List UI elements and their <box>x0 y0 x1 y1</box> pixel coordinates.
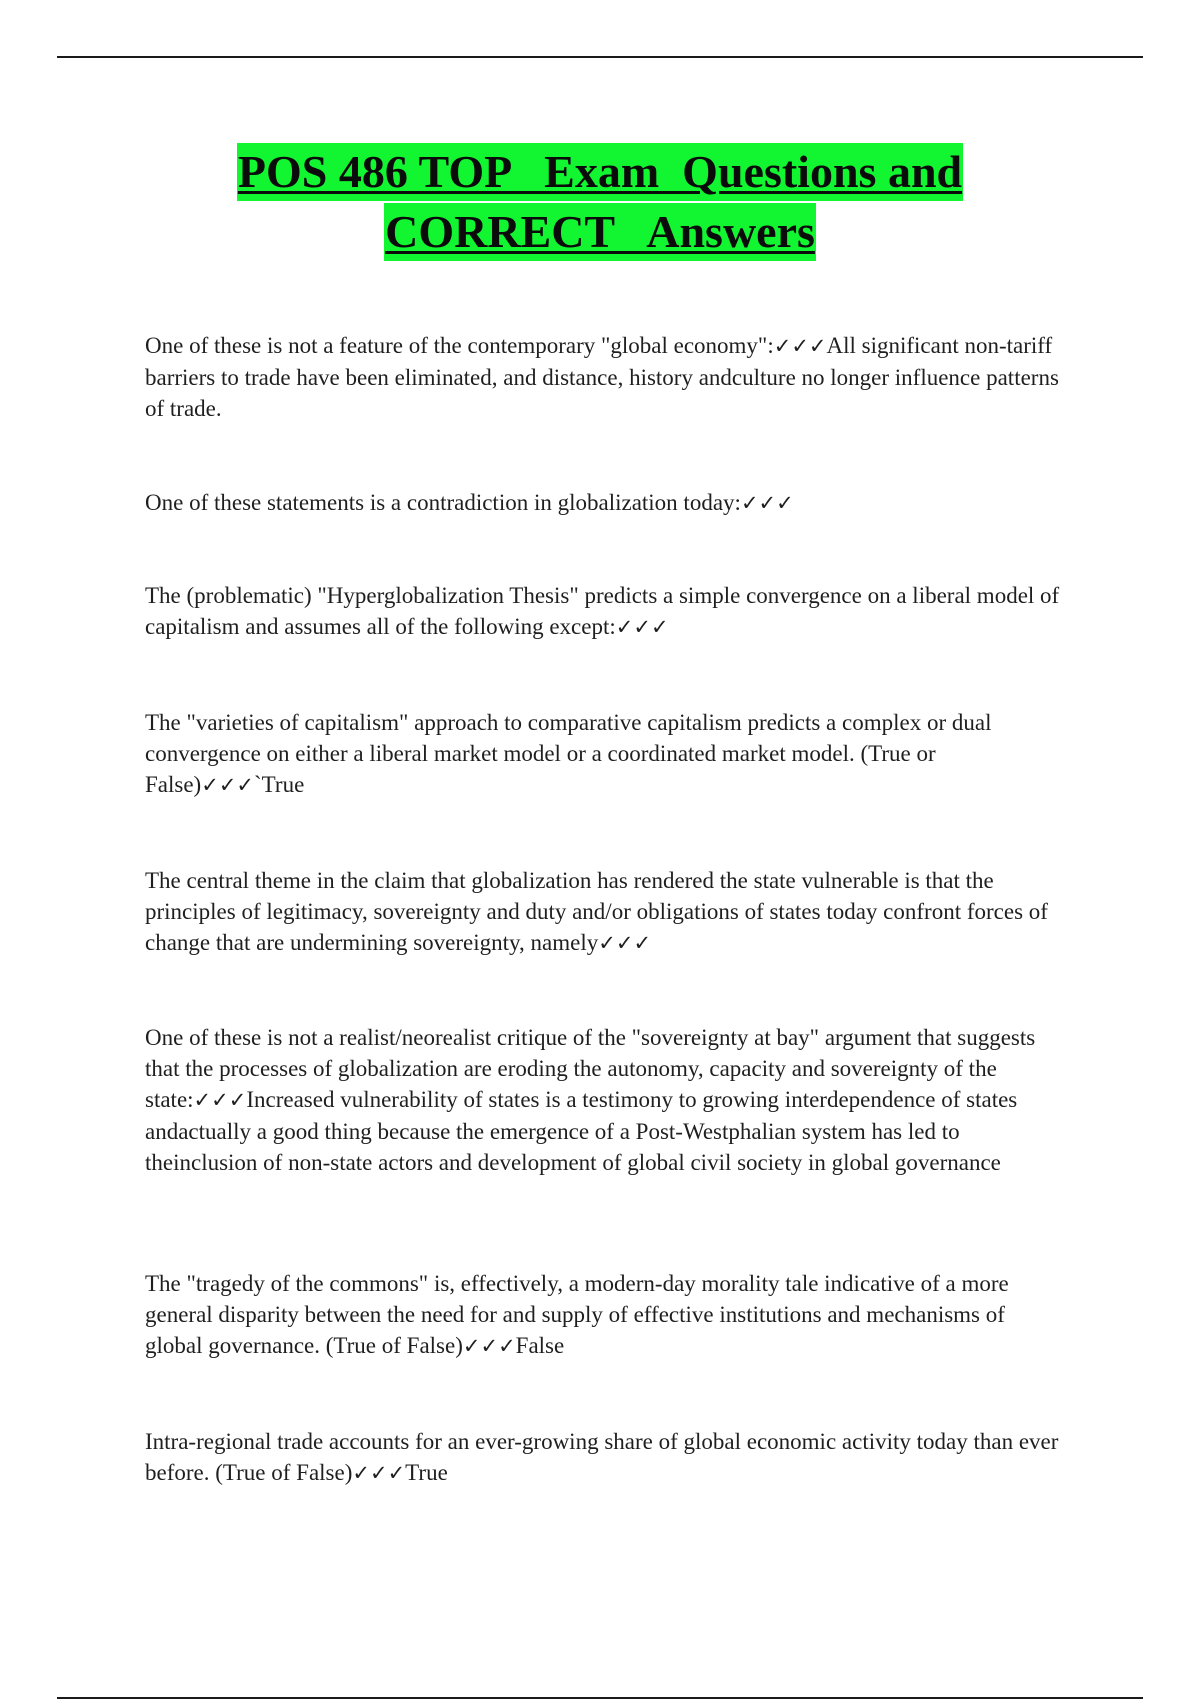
question-text: The central theme in the claim that globalization has rendered the state vulnerable is that the principles of legitimacy, sovereignty and duty and/or obligations of states today confront forces of change that are undermining sovereignty, namely <box>145 868 1048 955</box>
check-mark-icon: ✓✓✓ <box>201 773 255 797</box>
qa-item-3 <box>145 580 1065 643</box>
check-mark-icon: ✓✓✓ <box>193 1088 247 1112</box>
check-mark-icon: ✓✓✓ <box>773 334 827 358</box>
check-mark-icon: ✓✓✓ <box>615 615 669 639</box>
check-mark-icon: ✓✓✓ <box>740 491 794 515</box>
top-rule <box>57 56 1143 58</box>
title-line-1: POS 486 TOP Exam Questions and <box>237 143 963 201</box>
answer-text: False <box>515 1333 565 1358</box>
qa-item-1 <box>145 330 1065 424</box>
question-text: The "tragedy of the commons" is, effectively, a modern-day morality tale indicative of a more general disparity between the need for and supply of effective institutions and mechanisms of global governance. (True of False) <box>145 1271 1009 1358</box>
bottom-rule <box>57 1697 1143 1699</box>
question-text: Intra-regional trade accounts for an ever-growing share of global economic activity today than ever before. (True of False) <box>145 1429 1059 1485</box>
check-mark-icon: ✓✓✓ <box>598 931 652 955</box>
check-mark-icon: ✓✓✓ <box>462 1334 516 1358</box>
answer-text: Increased vulnerability of states is a testimony to growing interdependence of states andactually a good thing because the emergence of a Post-Westphalian system has led to theinclusion of non-state actors and development of global civil society in global governance <box>145 1087 1018 1175</box>
qa-item-6 <box>145 1022 1065 1178</box>
qa-item-4 <box>145 707 1065 801</box>
check-mark-icon: ✓✓✓ <box>352 1461 406 1485</box>
question-text: One of these statements is a contradiction in globalization today: <box>145 490 741 515</box>
qa-item-8 <box>145 1426 1065 1489</box>
answer-text: True <box>405 1460 448 1485</box>
document-title <box>0 143 1200 263</box>
answer-text: `True <box>254 772 305 797</box>
qa-item-7 <box>145 1268 1065 1362</box>
question-text: One of these is not a feature of the contemporary "global economy": <box>145 333 774 358</box>
question-text: The "varieties of capitalism" approach to comparative capitalism predicts a complex or dual convergence on either a liberal market model or a coordinated market model. (True or False) <box>145 710 992 797</box>
title-line-2: CORRECT Answers <box>384 203 816 261</box>
qa-item-2 <box>145 487 1065 519</box>
question-text: The (problematic) "Hyperglobalization Thesis" predicts a simple convergence on a liberal model of capitalism and assumes all of the following except: <box>145 583 1060 639</box>
answer-text: All significant non-tariff barriers to trade have been eliminated, and distance, history andculture no longer influence patterns of trade. <box>145 333 1059 421</box>
qa-item-5 <box>145 865 1065 959</box>
question-text: One of these is not a realist/neorealist critique of the "sovereignty at bay" argument that suggests that the processes of globalization are eroding the autonomy, capacity and sovereignty of the state: <box>145 1025 1036 1112</box>
